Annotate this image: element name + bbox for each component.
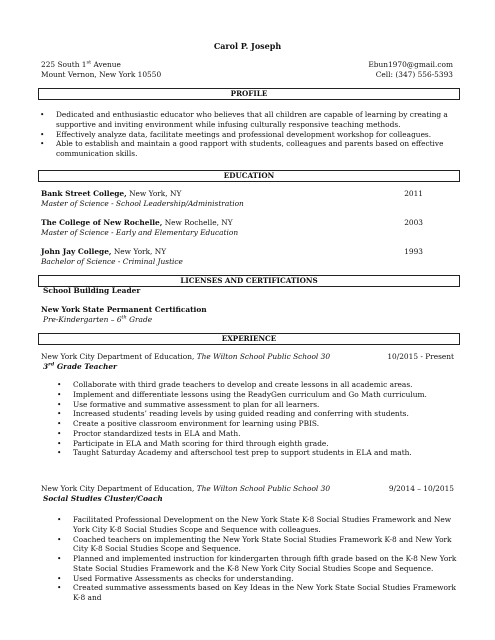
job-duty: • Participate in ELA and Math scoring for third through eighth grade.	[57, 439, 457, 449]
graduation-year: 2011	[404, 189, 423, 198]
job-dates: 10/2015 - Present	[387, 352, 454, 361]
graduation-year: 1993	[404, 247, 423, 256]
license-item: School Building Leader	[43, 286, 141, 295]
address-line-1	[41, 60, 161, 70]
degree: Master of Science - School Leadership/Administration	[41, 198, 244, 208]
address-street-number: 225 South 1	[41, 60, 87, 69]
school-site: The Wilton School Public School 30	[196, 352, 331, 361]
job-duty: • Increased students’ reading levels by using guided reading and conferring with students.	[57, 409, 457, 419]
employer-name: New York City Department of Education,	[41, 352, 197, 361]
job-title-number: 3	[43, 361, 49, 371]
applicant-name: Carol P. Joseph	[213, 41, 282, 51]
school-site: The Wilton School Public School 30	[196, 484, 331, 493]
job-dates: 9/2014 – 10/2015	[388, 484, 454, 493]
job-duty: • Used Formative Assessments as checks for understanding.	[57, 574, 457, 584]
job-duty: • Use formative and summative assessment to plan for all learners.	[57, 400, 457, 410]
cell-phone: Cell: (347) 556-5393	[375, 69, 453, 79]
contact-info	[368, 60, 453, 80]
job-title: Social Studies Cluster/Coach	[43, 493, 163, 503]
job-duty: • Coached teachers on implementing the New York State Social Studies Framework K-8 and New York City K-8 Social Studies Scope and Sequence.	[57, 535, 457, 555]
profile-bullet: • Effectively analyze data, facilitate meetings and professional development workshop for colleagues.	[40, 130, 455, 140]
school-location: New Rochelle, NY	[162, 218, 233, 227]
job-duty: • Create a positive classroom environment for learning using PBIS.	[57, 419, 457, 429]
email-address[interactable]: Ebun1970@gmail.com	[368, 60, 453, 69]
job-duty: • Facilitated Professional Development on the New York State K-8 Social Studies Framework and New York City K-8 Social Studies Scope and Sequence with colleagues.	[57, 515, 457, 535]
licenses-heading: LICENSES AND CERTIFICATIONS	[38, 275, 460, 287]
certification-grades-start: Pre-Kindergarten – 6	[43, 315, 122, 324]
experience-heading: EXPERIENCE	[38, 333, 460, 345]
degree: Master of Science - Early and Elementary Education	[41, 227, 239, 237]
profile-bullet: • Dedicated and enthusiastic educator who believes that all children are capable of learning by creating a supportive and inviting environment while infusing culturally responsive teaching methods.	[40, 110, 455, 130]
job-duty: • Collaborate with third grade teachers to develop and create lessons in all academic areas.	[57, 380, 457, 390]
job-duty: • Created summative assessments based on Key Ideas in the New York State Social Studies Framework K-8 and	[57, 583, 457, 603]
job-entry	[41, 352, 454, 372]
job-duty: • Proctor standardized tests in ELA and Math.	[57, 429, 457, 439]
job-duties-list	[57, 515, 457, 603]
profile-bullet: • Able to establish and maintain a good rapport with students, colleagues and parents based on effective communication skills.	[40, 139, 455, 159]
employer-name: New York City Department of Education,	[41, 484, 197, 493]
job-duty: • Planned and implemented instruction for kindergarten through fifth grade based on the K-8 New York State Social Studies Framework and the K-8 New York City Social Studies Scope and Sequence.	[57, 554, 457, 574]
education-heading: EDUCATION	[38, 170, 460, 182]
school-name: The College of New Rochelle,	[41, 218, 163, 227]
address-street-name: Avenue	[91, 60, 121, 69]
job-title-ordinal: rd	[48, 361, 55, 368]
education-entry	[41, 247, 423, 267]
job-title	[41, 362, 454, 372]
certification-title: New York State Permanent Certification	[41, 305, 207, 314]
job-duty: • Taught Saturday Academy and afterschool test prep to support students in ELA and math.	[57, 448, 457, 458]
job-duties-list	[57, 380, 457, 458]
education-entry	[41, 218, 423, 238]
certification-grades	[43, 315, 152, 325]
profile-list	[40, 110, 455, 159]
profile-heading: PROFILE	[38, 88, 460, 100]
school-name: John Jay College,	[41, 247, 112, 256]
job-duty: • Implement and differentiate lessons using the ReadyGen curriculum and Go Math curriculum.	[57, 390, 457, 400]
school-name: Bank Street College,	[41, 189, 127, 198]
degree: Bachelor of Science - Criminal Justice	[41, 256, 183, 266]
address-ordinal: st	[86, 59, 92, 66]
certification-grades-ordinal: th	[121, 314, 127, 321]
job-entry	[41, 484, 454, 504]
education-entry	[41, 189, 423, 209]
certification-grades-end: Grade	[126, 315, 153, 324]
address-line-2: Mount Vernon, New York 10550	[41, 69, 162, 79]
job-title-rest: Grade Teacher	[54, 361, 117, 371]
graduation-year: 2003	[404, 218, 423, 227]
school-location: New York, NY	[126, 189, 182, 198]
school-location: New York, NY	[111, 247, 167, 256]
mailing-address	[41, 60, 161, 80]
